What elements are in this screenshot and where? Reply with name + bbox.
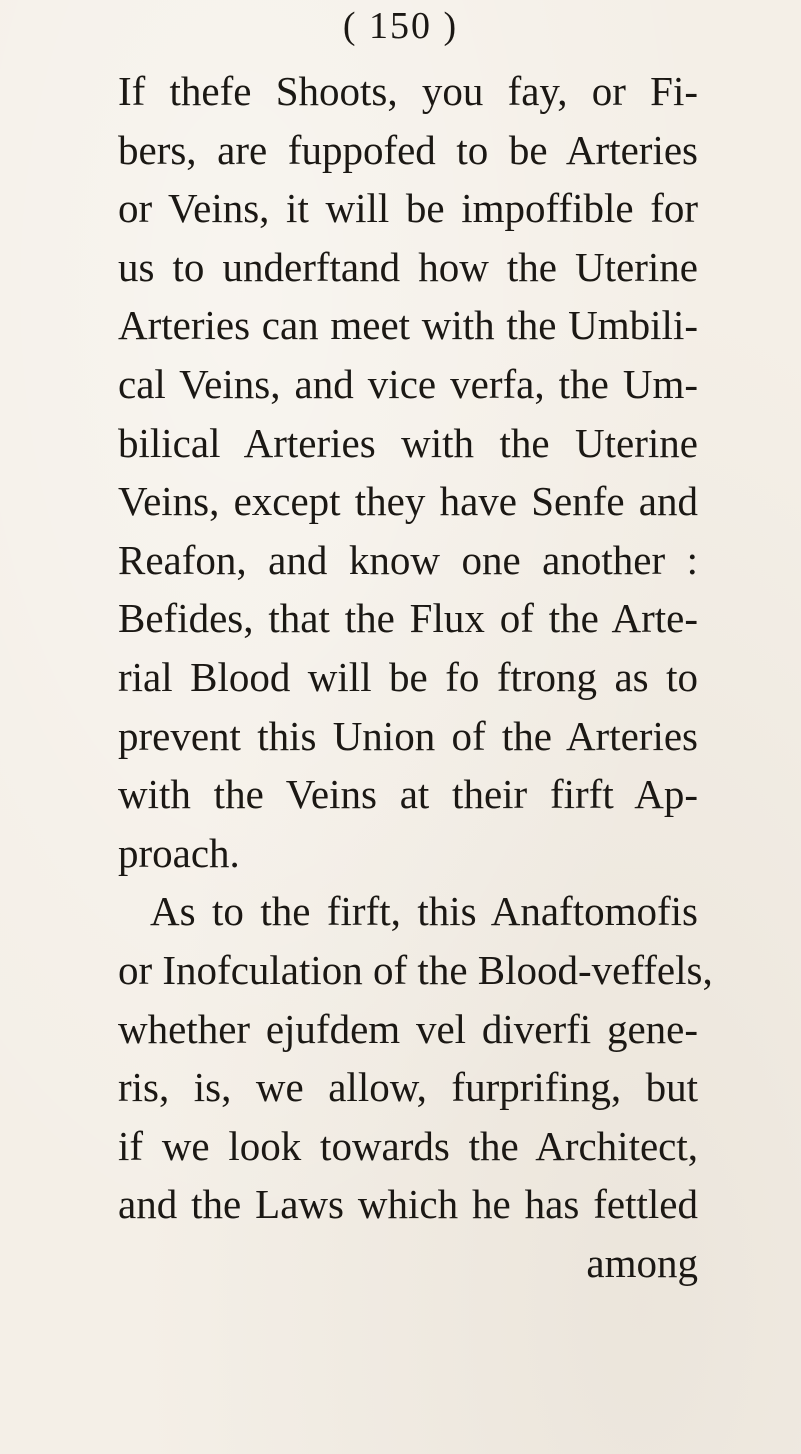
text-line-12: prevent this Union of the Arteries [118, 712, 698, 759]
page-number: ( 150 ) [342, 5, 459, 47]
text-line-5: Arteries can meet with the Umbili- [118, 302, 698, 349]
text-line-13: with the Veins at their firft Ap- [118, 771, 698, 818]
text-line-9: Reafon, and know one another : [118, 536, 698, 583]
catchword: among [586, 1239, 698, 1286]
text-line-11: rial Blood will be fo ftrong as to [118, 653, 698, 700]
text-line-1: If thefe Shoots, you fay, or Fi- [118, 68, 698, 114]
text-line-17: whether ejufdem vel diverfi gene- [118, 1005, 698, 1052]
text-line-2: bers, are fuppofed to be Arteries [118, 126, 698, 173]
text-line-16: or Inofculation of the Blood-veffels, [118, 946, 713, 993]
text-line-20: and the Laws which he has fettled [118, 1181, 698, 1228]
text-line-6: cal Veins, and vice verfa, the Um- [118, 360, 698, 407]
text-line-8: Veins, except they have Senfe and [118, 478, 698, 525]
text-line-19: if we look towards the Architect, [118, 1122, 698, 1169]
body-text [118, 62, 713, 1292]
text-line-10: Befides, that the Flux of the Arte- [118, 595, 698, 642]
text-line-3: or Veins, it will be impoffible for [118, 185, 698, 232]
text-line-4: us to underftand how the Uterine [118, 243, 698, 290]
text-line-14: proach. [118, 829, 240, 876]
text-line-18: ris, is, we allow, furprifing, but [118, 1064, 698, 1111]
text-line-7: bilical Arteries with the Uterine [118, 419, 698, 466]
text-line-15: As to the firft, this Anaftomofis [150, 888, 698, 935]
